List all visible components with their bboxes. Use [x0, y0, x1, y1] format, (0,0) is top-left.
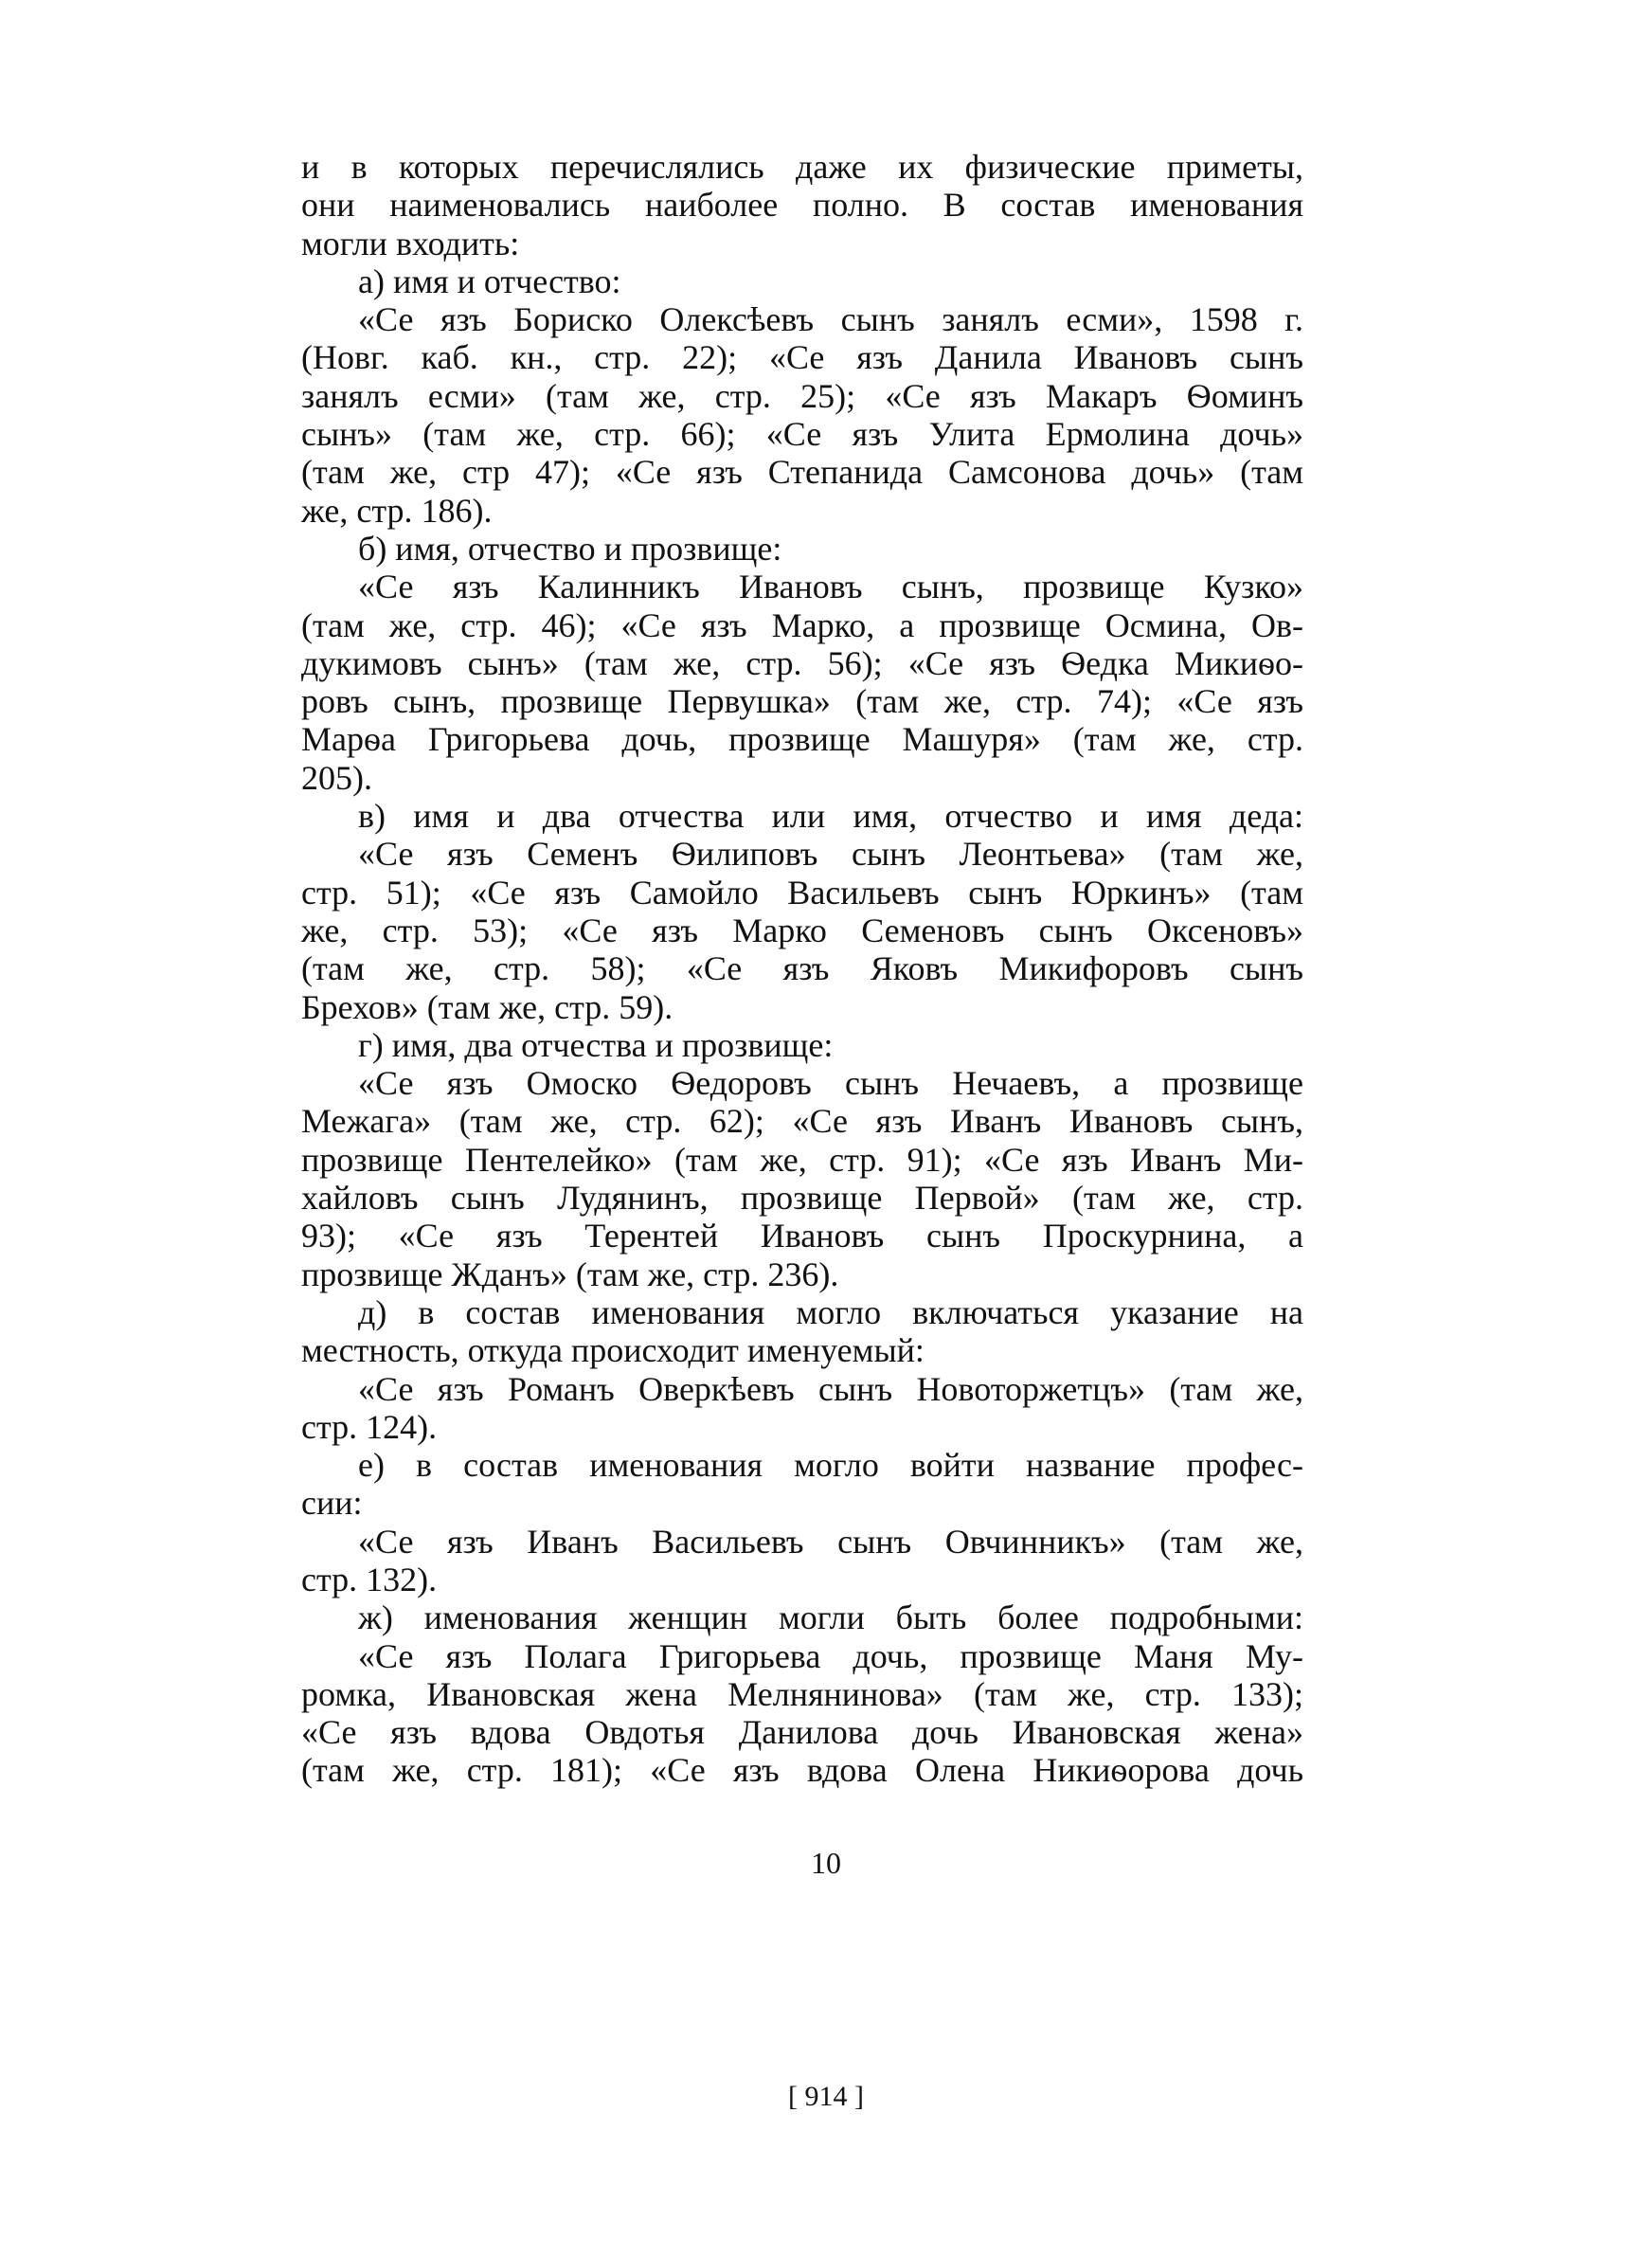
text-line: же, стр. 186). — [301, 491, 493, 530]
text-line: хайловъ сынъ Лудянинъ, прозвище Первой» (там же, стр. — [301, 1179, 1303, 1218]
text-line: б) имя, отчество и прозвище: — [358, 529, 782, 568]
text-line: занялъ есми» (там же, стр. 25); «Се язъ Макаръ Ѳоминъ — [301, 376, 1303, 415]
text-line: «Се язъ Калинникъ Ивановъ сынъ, прозвище Кузко» — [358, 568, 1303, 606]
text-line: а) имя и отчество: — [358, 262, 621, 300]
text-line: же, стр. 53); «Се язъ Марко Семеновъ сынъ Оксеновъ» — [301, 911, 1303, 949]
text-line: стр. 51); «Се язъ Самойло Васильевъ сынъ Юркинъ» (там — [301, 873, 1303, 912]
text-line: Марѳа Григорьева дочь, прозвище Машуря» (там же, стр. — [301, 720, 1303, 759]
text-line: дукимовъ сынъ» (там же, стр. 56); «Се язъ Ѳедка Микиѳо- — [301, 643, 1303, 682]
text-line: «Се язъ Полага Григорьева дочь, прозвище Маня Му- — [358, 1636, 1303, 1675]
folio-number: [ 914 ] — [788, 2081, 864, 2112]
text-line: сынъ» (там же, стр. 66); «Се язъ Улита Ермолина дочь» — [301, 415, 1303, 454]
text-line: «Се язъ Омоско Ѳедоровъ сынъ Нечаевъ, а прозвище — [358, 1064, 1303, 1103]
text-line: стр. 124). — [301, 1407, 438, 1446]
text-line: г) имя, два отчества и прозвище: — [358, 1025, 834, 1064]
text-line: Межага» (там же, стр. 62); «Се язъ Иванъ Ивановъ сынъ, — [301, 1102, 1303, 1141]
text-line: местность, откуда происходит именуемый: — [301, 1331, 925, 1370]
text-line: Брехов» (там же, стр. 59). — [301, 987, 673, 1026]
text-line: (там же, стр. 181); «Се язъ вдова Олена Никиѳорова дочь — [301, 1751, 1303, 1790]
text-line: ж) именования женщин могли быть более подробными: — [358, 1598, 1303, 1637]
page-number: 10 — [811, 1846, 841, 1880]
text-line: 205). — [301, 758, 372, 797]
text-line: е) в состав именования могло войти название профес- — [358, 1446, 1303, 1485]
text-line: 93); «Се язъ Терентей Ивановъ сынъ Проскурнина, а — [301, 1217, 1303, 1255]
text-line: д) в состав именования могло включаться указание на — [358, 1292, 1303, 1331]
text-line: сии: — [301, 1484, 363, 1523]
text-line: «Се язъ Бориско Олексѣевъ сынъ занялъ есми», 1598 г. — [358, 300, 1303, 339]
text-line: (Новг. каб. кн., стр. 22); «Се язъ Данила Ивановъ сынъ — [301, 338, 1303, 377]
text-line: (там же, стр. 46); «Се язъ Марко, а прозвище Осмина, Ов- — [301, 605, 1303, 644]
text-line: (там же, стр. 58); «Се язъ Яковъ Микифоровъ сынъ — [301, 949, 1303, 988]
text-line: «Се язъ Иванъ Васильевъ сынъ Овчинникъ» (там же, — [358, 1522, 1303, 1561]
text-line: и в которых перечислялись даже их физические приметы, — [301, 148, 1303, 186]
text-line: (там же, стр 47); «Се язъ Степанида Самсонова дочь» (там — [301, 453, 1303, 492]
text-line: они наименовались наиболее полно. В состав именования — [301, 186, 1303, 225]
text-line: «Се язъ вдова Овдотья Данилова дочь Ивановская жена» — [301, 1713, 1303, 1752]
text-line: «Се язъ Семенъ Ѳилиповъ сынъ Леонтьева» (там же, — [358, 835, 1303, 874]
text-line: ровъ сынъ, прозвище Первушка» (там же, стр. 74); «Се язъ — [301, 682, 1303, 721]
text-line: могли входить: — [301, 224, 520, 262]
text-line: прозвище Пентелейко» (там же, стр. 91); «Се язъ Иванъ Ми- — [301, 1140, 1303, 1179]
text-line: стр. 132). — [301, 1560, 438, 1598]
text-line: прозвище Жданъ» (там же, стр. 236). — [301, 1255, 839, 1293]
body-text — [301, 148, 1303, 1790]
text-line: в) имя и два отчества или имя, отчество и имя деда: — [358, 797, 1303, 836]
text-line: ромка, Ивановская жена Мелнянинова» (там же, стр. 133); — [301, 1674, 1303, 1713]
text-line: «Се язъ Романъ Оверкѣевъ сынъ Новоторжетцъ» (там же, — [358, 1369, 1303, 1408]
